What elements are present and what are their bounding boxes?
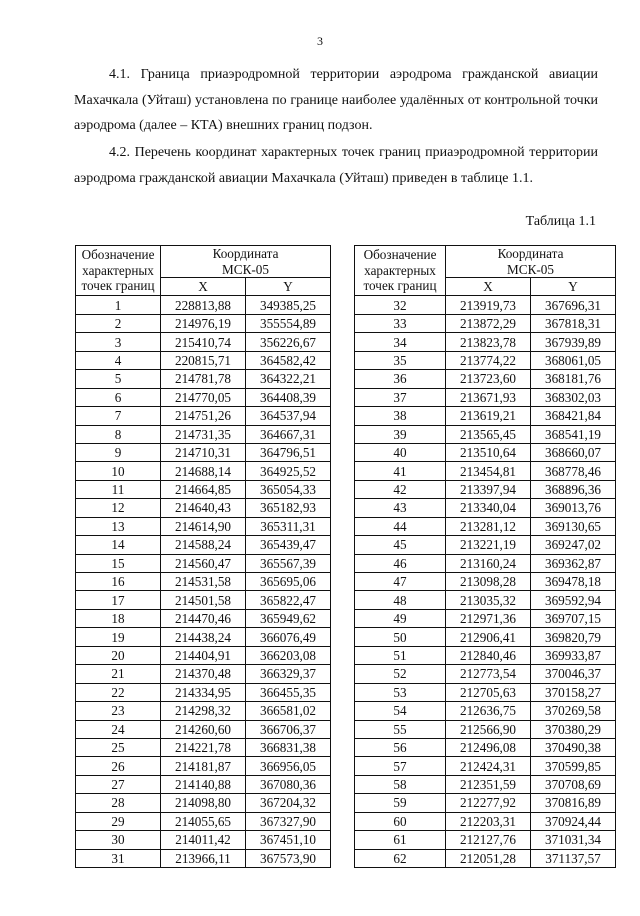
coord-x-cell: 212277,92 [446, 794, 531, 812]
coord-x-cell: 212566,90 [446, 720, 531, 738]
table-row [355, 757, 616, 775]
table-row [355, 351, 616, 369]
coord-x-cell: 213160,24 [446, 554, 531, 572]
coord-x-cell: 212971,36 [446, 609, 531, 627]
coord-y-cell: 370708,69 [531, 775, 616, 793]
coord-x-cell: 213281,12 [446, 517, 531, 535]
coord-y-cell: 364322,21 [246, 370, 331, 388]
paragraph-4-1 [74, 62, 598, 139]
point-number-cell: 38 [355, 407, 446, 425]
coord-y-cell: 365567,39 [246, 554, 331, 572]
point-number-cell: 27 [76, 775, 161, 793]
coord-y-cell: 369362,87 [531, 554, 616, 572]
point-number-cell: 23 [76, 702, 161, 720]
point-number-cell: 2 [76, 314, 161, 332]
point-number-cell: 18 [76, 609, 161, 627]
table-row [76, 775, 331, 793]
table-row [76, 536, 331, 554]
coord-y-cell: 365311,31 [246, 517, 331, 535]
header-point-line: характерных [364, 262, 436, 278]
coord-y-cell: 367939,89 [531, 333, 616, 351]
coord-y-cell: 370269,58 [531, 702, 616, 720]
coord-y-cell: 370599,85 [531, 757, 616, 775]
point-number-cell: 54 [355, 702, 446, 720]
coord-y-cell: 364537,94 [246, 407, 331, 425]
table-row [355, 738, 616, 756]
coord-y-cell: 366831,38 [246, 738, 331, 756]
table-row [76, 646, 331, 664]
point-number-cell: 22 [76, 683, 161, 701]
coord-x-cell: 213454,81 [446, 462, 531, 480]
coord-x-cell: 214501,58 [161, 591, 246, 609]
coord-x-cell: 214664,85 [161, 480, 246, 498]
header-point-designation [76, 246, 161, 296]
coord-x-cell: 213035,32 [446, 591, 531, 609]
coord-y-cell: 364408,39 [246, 388, 331, 406]
coord-y-cell: 364925,52 [246, 462, 331, 480]
point-number-cell: 37 [355, 388, 446, 406]
table-row [355, 775, 616, 793]
coord-x-cell: 212840,46 [446, 646, 531, 664]
table-row [76, 720, 331, 738]
table-row [76, 407, 331, 425]
header-y: Y [531, 278, 616, 296]
table-row [355, 702, 616, 720]
coord-x-cell: 214731,35 [161, 425, 246, 443]
coord-y-cell: 366203,08 [246, 646, 331, 664]
point-number-cell: 29 [76, 812, 161, 830]
table-row [355, 591, 616, 609]
point-number-cell: 61 [355, 831, 446, 849]
table-row [76, 351, 331, 369]
header-coordinate-line: МСК-05 [222, 261, 269, 277]
header-point-designation [355, 246, 446, 296]
header-x: X [161, 278, 246, 296]
point-number-cell: 13 [76, 517, 161, 535]
point-number-cell: 6 [76, 388, 161, 406]
table-row [76, 499, 331, 517]
coord-y-cell: 366329,37 [246, 665, 331, 683]
table-row [76, 849, 331, 867]
coordinates-table-right [354, 245, 616, 868]
table-row [76, 573, 331, 591]
table-body-right [355, 296, 616, 868]
table-row [76, 794, 331, 812]
table-row [76, 609, 331, 627]
point-number-cell: 8 [76, 425, 161, 443]
point-number-cell: 55 [355, 720, 446, 738]
point-number-cell: 20 [76, 646, 161, 664]
coord-y-cell: 371137,57 [531, 849, 616, 867]
point-number-cell: 47 [355, 573, 446, 591]
coord-x-cell: 214751,26 [161, 407, 246, 425]
point-number-cell: 58 [355, 775, 446, 793]
point-number-cell: 1 [76, 296, 161, 314]
table-row [355, 665, 616, 683]
coordinates-table-left [75, 245, 331, 868]
table-body-left [76, 296, 331, 868]
coord-x-cell: 214221,78 [161, 738, 246, 756]
coord-y-cell: 356226,67 [246, 333, 331, 351]
point-number-cell: 59 [355, 794, 446, 812]
coord-x-cell: 213966,11 [161, 849, 246, 867]
coord-x-cell: 213221,19 [446, 536, 531, 554]
page-number: 3 [317, 34, 323, 48]
coord-y-cell: 364796,51 [246, 443, 331, 461]
coord-x-cell: 213671,93 [446, 388, 531, 406]
coord-y-cell: 369130,65 [531, 517, 616, 535]
point-number-cell: 4 [76, 351, 161, 369]
table-row [76, 591, 331, 609]
header-point-line: Обозначение [363, 247, 437, 263]
table-row [76, 683, 331, 701]
coord-x-cell: 214140,88 [161, 775, 246, 793]
coord-y-cell: 365182,93 [246, 499, 331, 517]
table-row [76, 425, 331, 443]
header-coordinate-line: Координата [212, 246, 279, 261]
coord-x-cell: 215410,74 [161, 333, 246, 351]
coord-x-cell: 213510,64 [446, 443, 531, 461]
coord-y-cell: 370046,37 [531, 665, 616, 683]
header-x: X [446, 278, 531, 296]
coord-y-cell: 369707,15 [531, 609, 616, 627]
table-row [355, 609, 616, 627]
coord-y-cell: 365949,62 [246, 609, 331, 627]
coord-y-cell: 368660,07 [531, 443, 616, 461]
table-row [76, 554, 331, 572]
coord-y-cell: 364582,42 [246, 351, 331, 369]
paragraph-4-1-line-1: 4.1. Граница приаэродромной территории аэродрома гражданской авиации [109, 67, 598, 82]
coord-x-cell: 214531,58 [161, 573, 246, 591]
coord-x-cell: 214098,80 [161, 794, 246, 812]
header-coordinate-line: МСК-05 [507, 261, 554, 277]
header-coordinate [161, 246, 331, 278]
point-number-cell: 46 [355, 554, 446, 572]
point-number-cell: 28 [76, 794, 161, 812]
coord-x-cell: 214614,90 [161, 517, 246, 535]
coord-y-cell: 366706,37 [246, 720, 331, 738]
coord-x-cell: 212496,08 [446, 738, 531, 756]
coord-y-cell: 367204,32 [246, 794, 331, 812]
coord-x-cell: 214770,05 [161, 388, 246, 406]
coord-x-cell: 214298,32 [161, 702, 246, 720]
point-number-cell: 26 [76, 757, 161, 775]
table-row [355, 831, 616, 849]
coord-y-cell: 349385,25 [246, 296, 331, 314]
coord-x-cell: 212127,76 [446, 831, 531, 849]
table-row [76, 388, 331, 406]
table-row [355, 370, 616, 388]
point-number-cell: 51 [355, 646, 446, 664]
coord-x-cell: 212636,75 [446, 702, 531, 720]
table-row [355, 443, 616, 461]
point-number-cell: 33 [355, 314, 446, 332]
table-row [76, 665, 331, 683]
coord-y-cell: 367451,10 [246, 831, 331, 849]
point-number-cell: 9 [76, 443, 161, 461]
point-number-cell: 43 [355, 499, 446, 517]
point-number-cell: 50 [355, 628, 446, 646]
point-number-cell: 35 [355, 351, 446, 369]
point-number-cell: 39 [355, 425, 446, 443]
coord-y-cell: 364667,31 [246, 425, 331, 443]
point-number-cell: 5 [76, 370, 161, 388]
coord-y-cell: 366455,35 [246, 683, 331, 701]
coord-y-cell: 370158,27 [531, 683, 616, 701]
table-row [355, 628, 616, 646]
coord-x-cell: 214588,24 [161, 536, 246, 554]
coord-x-cell: 213723,60 [446, 370, 531, 388]
table-row [76, 296, 331, 314]
coord-y-cell: 368421,84 [531, 407, 616, 425]
table-row [355, 849, 616, 867]
coord-y-cell: 370380,29 [531, 720, 616, 738]
coord-y-cell: 369820,79 [531, 628, 616, 646]
coord-x-cell: 213340,04 [446, 499, 531, 517]
coord-y-cell: 368778,46 [531, 462, 616, 480]
coord-y-cell: 366956,05 [246, 757, 331, 775]
coord-x-cell: 213098,28 [446, 573, 531, 591]
coord-x-cell: 214560,47 [161, 554, 246, 572]
coord-x-cell: 213823,78 [446, 333, 531, 351]
coord-x-cell: 214976,19 [161, 314, 246, 332]
point-number-cell: 31 [76, 849, 161, 867]
table-row [355, 683, 616, 701]
point-number-cell: 41 [355, 462, 446, 480]
table-row [76, 738, 331, 756]
table-row [355, 480, 616, 498]
coord-x-cell: 228813,88 [161, 296, 246, 314]
coord-y-cell: 365439,47 [246, 536, 331, 554]
table-row [76, 628, 331, 646]
coord-y-cell: 365695,06 [246, 573, 331, 591]
table-row [355, 720, 616, 738]
coord-x-cell: 212906,41 [446, 628, 531, 646]
point-number-cell: 45 [355, 536, 446, 554]
coord-y-cell: 370816,89 [531, 794, 616, 812]
table-row [355, 573, 616, 591]
coord-x-cell: 214688,14 [161, 462, 246, 480]
header-coordinate-line: Координата [497, 246, 564, 261]
coord-y-cell: 368181,76 [531, 370, 616, 388]
coord-x-cell: 212351,59 [446, 775, 531, 793]
table-row [355, 296, 616, 314]
paragraph-4-2-line-1: 4.2. Перечень координат характерных точек границ приаэродромной [109, 145, 525, 160]
coord-y-cell: 368896,36 [531, 480, 616, 498]
coord-x-cell: 212424,31 [446, 757, 531, 775]
coord-x-cell: 213565,45 [446, 425, 531, 443]
table-row [355, 794, 616, 812]
table-row [76, 831, 331, 849]
coord-x-cell: 213774,22 [446, 351, 531, 369]
coord-x-cell: 212051,28 [446, 849, 531, 867]
point-number-cell: 12 [76, 499, 161, 517]
point-number-cell: 19 [76, 628, 161, 646]
point-number-cell: 32 [355, 296, 446, 314]
header-y: Y [246, 278, 331, 296]
coord-y-cell: 365822,47 [246, 591, 331, 609]
point-number-cell: 52 [355, 665, 446, 683]
point-number-cell: 40 [355, 443, 446, 461]
header-coordinate [446, 246, 616, 278]
coord-x-cell: 214640,43 [161, 499, 246, 517]
paragraph-4-2-line-2: территории аэродрома гражданской авиации Махачкала (Уйташ) приведен в [74, 145, 599, 186]
point-number-cell: 25 [76, 738, 161, 756]
paragraph-4-2 [74, 140, 598, 191]
coord-y-cell: 365054,33 [246, 480, 331, 498]
point-number-cell: 14 [76, 536, 161, 554]
paragraph-4-1-line-3: точки аэродрома (далее – КТА) внешних границ подзон. [74, 92, 598, 133]
coord-y-cell: 368541,19 [531, 425, 616, 443]
table-caption: Таблица 1.1 [525, 214, 596, 229]
point-number-cell: 17 [76, 591, 161, 609]
header-point-line: точек границ [363, 278, 437, 294]
coord-y-cell: 366581,02 [246, 702, 331, 720]
table-row [76, 443, 331, 461]
coord-x-cell: 214710,31 [161, 443, 246, 461]
coord-x-cell: 214181,87 [161, 757, 246, 775]
table-row [76, 480, 331, 498]
table-row [355, 333, 616, 351]
header-point-line: характерных [82, 262, 154, 278]
point-number-cell: 53 [355, 683, 446, 701]
coord-y-cell: 367818,31 [531, 314, 616, 332]
point-number-cell: 34 [355, 333, 446, 351]
coord-x-cell: 213619,21 [446, 407, 531, 425]
point-number-cell: 60 [355, 812, 446, 830]
point-number-cell: 10 [76, 462, 161, 480]
header-point-line: точек границ [81, 278, 155, 294]
coord-y-cell: 369592,94 [531, 591, 616, 609]
table-row [355, 499, 616, 517]
table-row [76, 370, 331, 388]
table-row [355, 536, 616, 554]
table-row [76, 314, 331, 332]
coord-x-cell: 214781,78 [161, 370, 246, 388]
table-row [355, 407, 616, 425]
table-row [355, 554, 616, 572]
point-number-cell: 3 [76, 333, 161, 351]
coord-y-cell: 370490,38 [531, 738, 616, 756]
table-row [76, 517, 331, 535]
coord-y-cell: 369933,87 [531, 646, 616, 664]
coord-x-cell: 213919,73 [446, 296, 531, 314]
table-row [355, 812, 616, 830]
coord-y-cell: 367573,90 [246, 849, 331, 867]
table-row [76, 812, 331, 830]
coord-y-cell: 367327,90 [246, 812, 331, 830]
table-row [355, 517, 616, 535]
coord-x-cell: 214404,91 [161, 646, 246, 664]
coord-y-cell: 369013,76 [531, 499, 616, 517]
point-number-cell: 57 [355, 757, 446, 775]
paragraph-4-1-line-2: Махачкала (Уйташ) установлена по границе наиболее удалённых от контрольной [74, 92, 561, 108]
table-row [355, 462, 616, 480]
coord-x-cell: 214260,60 [161, 720, 246, 738]
point-number-cell: 16 [76, 573, 161, 591]
coord-x-cell: 214470,46 [161, 609, 246, 627]
coord-x-cell: 220815,71 [161, 351, 246, 369]
table-row [76, 333, 331, 351]
coord-x-cell: 214438,24 [161, 628, 246, 646]
coord-y-cell: 369247,02 [531, 536, 616, 554]
point-number-cell: 30 [76, 831, 161, 849]
coord-x-cell: 213872,29 [446, 314, 531, 332]
point-number-cell: 11 [76, 480, 161, 498]
coord-x-cell: 212203,31 [446, 812, 531, 830]
table-row [355, 425, 616, 443]
table-row [76, 462, 331, 480]
coord-x-cell: 214334,95 [161, 683, 246, 701]
coord-y-cell: 368302,03 [531, 388, 616, 406]
coord-x-cell: 213397,94 [446, 480, 531, 498]
coord-y-cell: 366076,49 [246, 628, 331, 646]
point-number-cell: 62 [355, 849, 446, 867]
table-row [355, 646, 616, 664]
point-number-cell: 42 [355, 480, 446, 498]
coord-x-cell: 214011,42 [161, 831, 246, 849]
point-number-cell: 44 [355, 517, 446, 535]
point-number-cell: 15 [76, 554, 161, 572]
coord-y-cell: 368061,05 [531, 351, 616, 369]
header-point-line: Обозначение [81, 247, 155, 263]
coord-y-cell: 367080,36 [246, 775, 331, 793]
table-row [355, 388, 616, 406]
point-number-cell: 24 [76, 720, 161, 738]
point-number-cell: 36 [355, 370, 446, 388]
point-number-cell: 49 [355, 609, 446, 627]
point-number-cell: 7 [76, 407, 161, 425]
coord-x-cell: 214055,65 [161, 812, 246, 830]
coord-x-cell: 214370,48 [161, 665, 246, 683]
table-row [76, 702, 331, 720]
point-number-cell: 48 [355, 591, 446, 609]
coord-y-cell: 370924,44 [531, 812, 616, 830]
point-number-cell: 56 [355, 738, 446, 756]
table-row [355, 314, 616, 332]
coord-y-cell: 355554,89 [246, 314, 331, 332]
coord-x-cell: 212773,54 [446, 665, 531, 683]
coord-y-cell: 371031,34 [531, 831, 616, 849]
coord-y-cell: 369478,18 [531, 573, 616, 591]
point-number-cell: 21 [76, 665, 161, 683]
paragraph-4-2-line-3: таблице 1.1. [461, 170, 533, 186]
table-row [76, 757, 331, 775]
coord-x-cell: 212705,63 [446, 683, 531, 701]
coord-y-cell: 367696,31 [531, 296, 616, 314]
